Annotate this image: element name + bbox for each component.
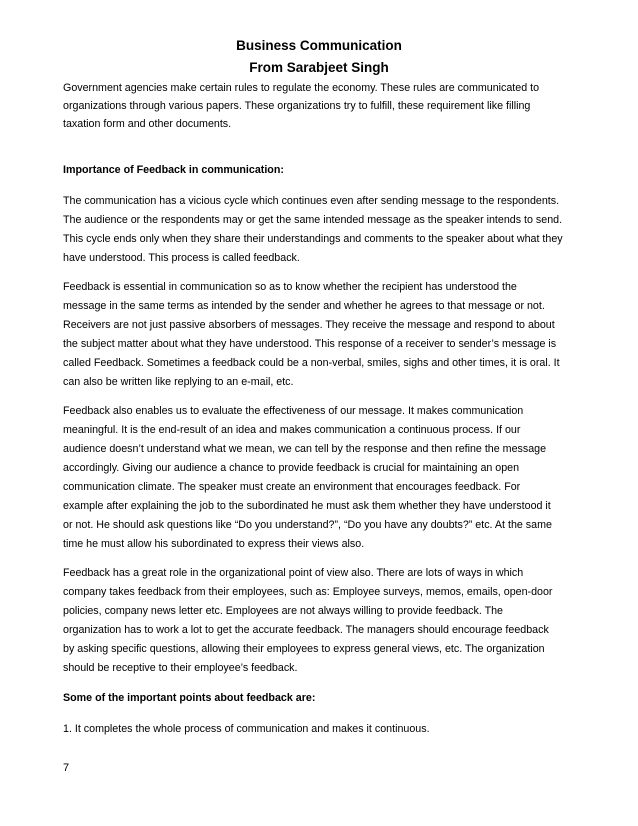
para4-line: should be receptive to their employee’s feedback. <box>63 662 298 674</box>
intro-line: taxation form and other documents. <box>63 118 232 130</box>
page-subtitle: From Sarabjeet Singh <box>249 60 389 75</box>
page-title: Business Communication <box>236 38 402 53</box>
section-heading-importance: Importance of Feedback in communication: <box>63 164 284 176</box>
para1-line: This cycle ends only when they share their understandings and comments to the speaker about what they <box>63 233 563 245</box>
para2-line: message in the same terms as intended by the sender and whether he agrees to that message or not. <box>63 300 545 312</box>
para3-line: or not. He should ask questions like “Do you understand?”, “Do you have any doubts?” etc. At the same <box>63 519 552 531</box>
para4-line: organization has to work a lot to get the accurate feedback. The managers should encourage feedback <box>63 624 549 636</box>
para3-line: audience doesn’t understand what we mean, we can tell by the response and then refine the message <box>63 443 547 455</box>
intro-line: Government agencies make certain rules to regulate the economy. These rules are communicated to <box>63 82 540 94</box>
para4-line: policies, company news letter etc. Employees are not always willing to provide feedback. The <box>63 605 503 617</box>
page-number: 7 <box>63 762 70 774</box>
para2-line: can also be written like replying to an e-mail, etc. <box>63 376 294 388</box>
para4-line: Feedback has a great role in the organizational point of view also. There are lots of ways in which <box>63 567 524 579</box>
para2-line: Receivers are not just passive absorbers of messages. They receive the message and respond to about <box>63 319 555 331</box>
para1-line: The audience or the respondents may or get the same intended message as the speaker intends to send. <box>63 214 563 226</box>
para4-line: company takes feedback from their employees, such as: Employee surveys, memos, emails, open-door <box>63 586 553 598</box>
para4-line: by asking specific questions, allowing their employees to express general views, etc. The organization <box>63 643 545 655</box>
para3-line: time he must allow his subordinated to express their views also. <box>63 538 365 550</box>
para3-line: Feedback also enables us to evaluate the effectiveness of our message. It makes communication <box>63 405 524 417</box>
para3-line: meaningful. It is the end-result of an idea and makes communication a continuous process. If our <box>63 424 521 436</box>
list-item: 1. It completes the whole process of communication and makes it continuous. <box>63 723 430 735</box>
para3-line: example after explaining the job to the subordinated he must ask them whether they have understood it <box>63 500 551 512</box>
para3-line: communication climate. The speaker must create an environment that encourages feedback. For <box>63 481 521 493</box>
para2-line: the subject matter about what they have understood. This response of a receiver to sender’s message is <box>63 338 557 350</box>
intro-line: organizations through various papers. These organizations try to fulfill, these requirement like filling <box>63 100 531 112</box>
para3-line: accordingly. Giving our audience a chance to provide feedback is crucial for maintaining an open <box>63 462 520 474</box>
para1-line: have understood. This process is called feedback. <box>63 252 300 264</box>
section-heading-points: Some of the important points about feedback are: <box>63 692 316 704</box>
para1-line: The communication has a vicious cycle which continues even after sending message to the respondents. <box>63 195 560 207</box>
para2-line: called Feedback. Sometimes a feedback could be a non-verbal, smiles, sighs and other times, it is oral. It <box>63 357 560 369</box>
para2-line: Feedback is essential in communication so as to know whether the recipient has understood the <box>63 281 517 293</box>
